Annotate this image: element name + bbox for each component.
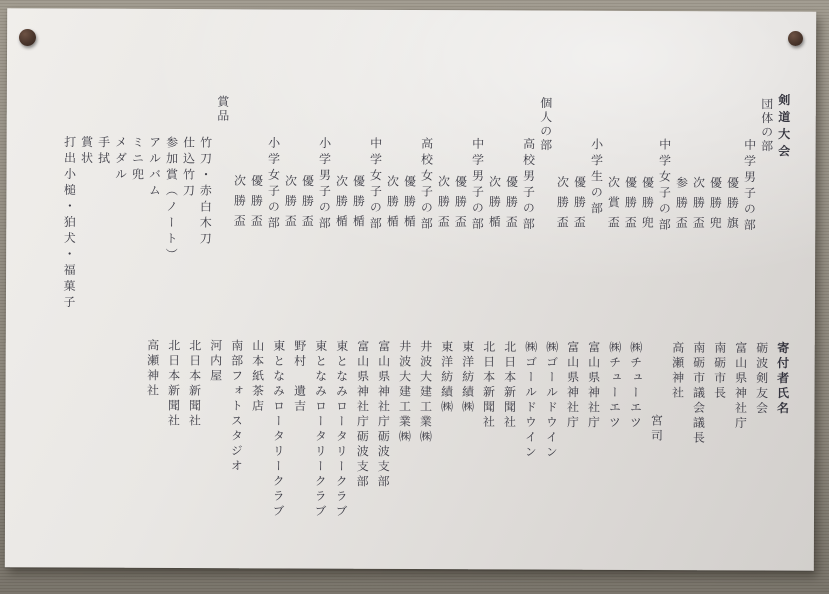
award-item: 参勝盃 <box>674 176 689 237</box>
award-item: 優勝盃 <box>300 174 315 235</box>
donor-name: 北日本新聞社 <box>166 338 181 429</box>
donor-name: 高瀬神社 <box>145 338 160 399</box>
award-item: 優勝盃 <box>623 175 638 236</box>
division-heading: 中学男子の部 <box>742 138 757 235</box>
prize-item: 手拭 <box>96 135 111 168</box>
donor-name: 高瀬神社 <box>670 341 685 402</box>
prize-item: ミニ兜 <box>130 135 145 184</box>
award-item: 優勝楯 <box>402 174 417 236</box>
donor-name: 富山県神社庁砺波支部 <box>355 339 370 490</box>
donor-name: 北日本新聞社 <box>502 340 517 431</box>
donors-heading: 寄付者氏名 <box>775 341 790 417</box>
page-title: 剣道大会 <box>776 93 791 162</box>
section-heading-prizes: 賞品 <box>215 95 230 124</box>
award-item: 優勝旗 <box>725 176 740 237</box>
award-item: 次勝盃 <box>691 176 706 237</box>
award-item: 優勝楯 <box>351 174 366 235</box>
award-item: 次勝楯 <box>487 175 502 236</box>
award-item: 次勝盃 <box>555 175 570 236</box>
award-item: 優勝盃 <box>572 175 587 236</box>
division-heading: 高校男子の部 <box>521 137 536 234</box>
donor-name: 北日本新聞社 <box>187 339 202 430</box>
award-item: 次勝楯 <box>385 174 400 235</box>
donor-name: ㈱チューエツ <box>607 340 622 431</box>
prize-item: 竹刀・赤白木刀 <box>198 136 213 249</box>
donor-name: 富山県神社庁 <box>733 341 748 432</box>
division-heading: 小学生の部 <box>589 137 604 218</box>
award-item: 次賞盃 <box>606 175 621 236</box>
donor-name: 山本紙茶店 <box>250 339 265 415</box>
donor-name: 河内屋 <box>208 339 223 385</box>
push-pin-right-icon <box>788 31 803 46</box>
donors-section <box>137 339 789 522</box>
prize-item: 参加賞（ノート） <box>164 135 179 264</box>
donor-name: 南砺市議会議長 <box>691 341 706 447</box>
donor-name: 東洋紡績㈱ <box>460 340 475 416</box>
donor-name: 南部フォトスタジオ <box>229 339 244 475</box>
donor-name: 井波大建工業㈱ <box>418 340 433 446</box>
award-item: 優勝盃 <box>504 175 519 236</box>
donor-name: ㈱ゴールドウイン <box>544 340 559 461</box>
donor-name: 東となみロータリークラブ <box>333 339 349 520</box>
prize-item: 打出小槌・狛犬・福菓子 <box>61 135 77 312</box>
division-heading: 高校女子の部 <box>419 137 434 234</box>
prize-item: 仕込竹刀 <box>181 136 196 201</box>
donor-name-title: 宮司 <box>649 414 664 445</box>
prize-item: アルバム <box>147 135 162 200</box>
award-item: 優勝盃 <box>453 175 468 236</box>
donor-name: 東となみロータリークラブ <box>312 339 328 520</box>
award-item: 優勝兜 <box>640 176 655 237</box>
push-pin-left-icon <box>19 29 36 46</box>
donor-name: ㈱チューエツ <box>628 340 643 432</box>
awards-section <box>58 78 790 314</box>
donor-name: 富山県神社庁 <box>565 340 580 431</box>
division-heading: 中学男子の部 <box>470 137 485 234</box>
division-heading: 中学女子の部 <box>657 138 672 235</box>
donor-name: 東となみロータリークラブ <box>270 339 286 520</box>
donor-name: ㈱ゴールドウイン <box>523 340 538 461</box>
section-heading-individual: 個人の部 <box>538 96 553 153</box>
division-heading: 中学女子の部 <box>368 136 383 233</box>
award-item: 優勝兜 <box>708 176 723 237</box>
award-item: 次勝盃 <box>283 174 298 235</box>
donor-name: 北日本新聞社 <box>481 340 496 431</box>
donor-name: 井波大建工業㈱ <box>397 339 412 446</box>
award-item: 次勝盃 <box>436 175 451 236</box>
prize-item: メダル <box>113 135 128 184</box>
section-heading-team: 団体の部 <box>759 97 774 154</box>
donor-name: 富山県神社庁砺波支部 <box>376 339 391 490</box>
division-heading: 小学女子の部 <box>266 136 281 233</box>
donor-name: 砺波剣友会 <box>754 341 769 417</box>
notice-paper <box>5 8 816 571</box>
donor-name: 富山県神社庁 <box>586 340 601 431</box>
donor-name: 野村 遺吉 <box>292 339 307 415</box>
donor-name: 東洋紡績㈱ <box>439 340 454 416</box>
award-item: 優勝盃 <box>249 174 264 235</box>
donor-name: 南砺市長 <box>712 341 727 402</box>
award-item: 次勝楯 <box>334 174 349 235</box>
prize-item: 賞状 <box>79 135 94 168</box>
division-heading: 小学男子の部 <box>317 136 332 233</box>
award-item: 次勝盃 <box>232 174 247 235</box>
